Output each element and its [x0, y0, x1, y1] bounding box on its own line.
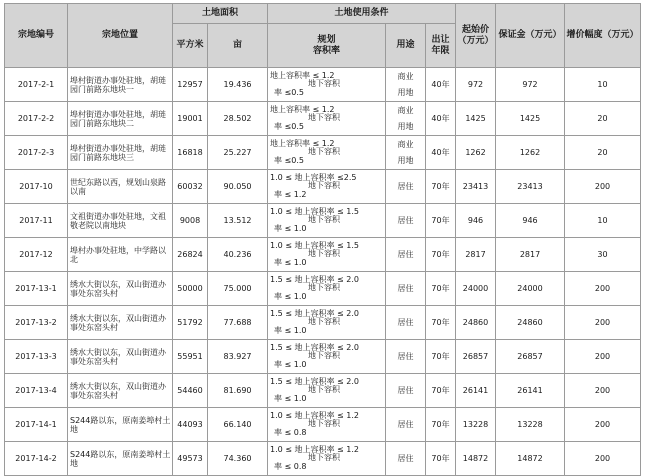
cell-area-mu: 19.436 — [208, 68, 268, 102]
cell-increment: 200 — [565, 306, 641, 340]
header-term — [426, 24, 456, 68]
table-row — [5, 238, 641, 272]
cell-deposit: 972 — [496, 68, 565, 102]
far-line-1: 地上容积率 ≤ 1.2 — [270, 138, 335, 148]
cell-increment: 200 — [565, 170, 641, 204]
cell-increment: 10 — [565, 204, 641, 238]
cell-deposit: 26141 — [496, 374, 565, 408]
cell-usage — [386, 204, 426, 238]
header-far-label: 容积率 — [312, 45, 340, 56]
header-planning — [268, 24, 386, 68]
cell-area-mu: 25.227 — [208, 136, 268, 170]
table-row — [5, 408, 641, 442]
cell-location: 绣水大街以东，双山街道办事处东窑头村 — [68, 340, 173, 374]
cell-far — [268, 102, 386, 136]
cell-parcel-no: 2017-2-2 — [5, 102, 68, 136]
cell-increment: 200 — [565, 340, 641, 374]
cell-start-price: 24000 — [456, 272, 496, 306]
far-line-3: 率 ≤0.5 — [274, 155, 304, 165]
far-line-2: 地下容积 — [308, 113, 340, 123]
cell-far — [268, 340, 386, 374]
far-line-3: 率 ≤ 0.8 — [274, 427, 307, 437]
cell-start-price: 1262 — [456, 136, 496, 170]
cell-far — [268, 204, 386, 238]
cell-location: S244路以东，原南姜埠村土地 — [68, 408, 173, 442]
far-line-2: 地下容积 — [308, 283, 340, 293]
far-line-2: 地下容积 — [308, 317, 340, 327]
cell-increment: 200 — [565, 442, 641, 476]
cell-area-sqm: 16818 — [173, 136, 208, 170]
cell-increment: 200 — [565, 408, 641, 442]
far-line-2: 地下容积 — [308, 79, 340, 89]
cell-usage — [386, 170, 426, 204]
cell-parcel-no: 2017-2-3 — [5, 136, 68, 170]
cell-location: 埠村街道办事处驻地，胡琏园门前路东地块一 — [68, 68, 173, 102]
cell-location: 埠村街道办事处驻地，胡琏园门前路东地块二 — [68, 102, 173, 136]
far-line-2: 地下容积 — [308, 147, 340, 157]
cell-usage — [386, 374, 426, 408]
far-line-1: 1.5 ≤ 地上容积率 ≤ 2.0 — [270, 376, 360, 386]
cell-area-mu: 28.502 — [208, 102, 268, 136]
usage-line: 居住 — [397, 453, 414, 463]
far-line-2: 地下容积 — [308, 419, 340, 429]
cell-usage — [386, 340, 426, 374]
cell-area-mu: 40.236 — [208, 238, 268, 272]
cell-deposit: 1262 — [496, 136, 565, 170]
usage-line: 商业 — [397, 105, 414, 115]
header-usage: 用途 — [386, 24, 426, 68]
far-line-2: 地下容积 — [308, 181, 340, 191]
table-body — [5, 68, 641, 476]
cell-deposit: 26857 — [496, 340, 565, 374]
cell-usage — [386, 272, 426, 306]
far-line-3: 率 ≤0.5 — [274, 121, 304, 131]
cell-parcel-no: 2017-10 — [5, 170, 68, 204]
cell-deposit: 23413 — [496, 170, 565, 204]
cell-location: 绣水大街以东，双山街道办事处东窑头村 — [68, 306, 173, 340]
header-land-area: 土地面积 — [173, 4, 268, 24]
header-location: 宗地位置 — [68, 4, 173, 68]
cell-area-mu: 81.690 — [208, 374, 268, 408]
header-planning-label: 规划 — [317, 34, 336, 45]
table-row — [5, 374, 641, 408]
cell-area-sqm: 44093 — [173, 408, 208, 442]
usage-line: 居住 — [397, 181, 414, 191]
far-line-3: 率 ≤ 1.0 — [274, 291, 307, 301]
far-line-3: 率 ≤ 1.0 — [274, 325, 307, 335]
cell-parcel-no: 2017-13-1 — [5, 272, 68, 306]
land-parcel-table — [4, 3, 641, 476]
cell-area-sqm: 55951 — [173, 340, 208, 374]
cell-deposit: 946 — [496, 204, 565, 238]
cell-deposit: 24860 — [496, 306, 565, 340]
cell-start-price: 14872 — [456, 442, 496, 476]
cell-location: S244路以东，原南姜埠村土地 — [68, 442, 173, 476]
table-row — [5, 340, 641, 374]
cell-far — [268, 374, 386, 408]
cell-usage — [386, 102, 426, 136]
far-line-3: 率 ≤ 1.2 — [274, 189, 307, 199]
cell-term: 70年 — [426, 442, 456, 476]
cell-increment: 20 — [565, 102, 641, 136]
cell-start-price: 946 — [456, 204, 496, 238]
cell-term: 70年 — [426, 272, 456, 306]
table-row — [5, 442, 641, 476]
cell-parcel-no: 2017-14-2 — [5, 442, 68, 476]
header-use-conditions: 土地使用条件 — [268, 4, 456, 24]
table-row — [5, 68, 641, 102]
header-deposit: 保证金（万元） — [496, 4, 565, 68]
cell-location: 绣水大街以东，双山街道办事处东窑头村 — [68, 272, 173, 306]
cell-term: 70年 — [426, 374, 456, 408]
usage-line: 居住 — [397, 283, 414, 293]
cell-term: 70年 — [426, 408, 456, 442]
far-line-3: 率 ≤ 1.0 — [274, 223, 307, 233]
cell-term: 70年 — [426, 340, 456, 374]
cell-start-price: 26857 — [456, 340, 496, 374]
far-line-1: 1.5 ≤ 地上容积率 ≤ 2.0 — [270, 342, 360, 352]
cell-area-mu: 74.360 — [208, 442, 268, 476]
far-line-1: 地上容积率 ≤ 1.2 — [270, 70, 335, 80]
cell-parcel-no: 2017-13-4 — [5, 374, 68, 408]
cell-usage — [386, 238, 426, 272]
far-line-1: 1.5 ≤ 地上容积率 ≤ 2.0 — [270, 274, 360, 284]
cell-usage — [386, 136, 426, 170]
cell-location: 文祖街道办事处驻地，文祖敬老院以南地块 — [68, 204, 173, 238]
cell-area-sqm: 50000 — [173, 272, 208, 306]
cell-location: 埠村办事处驻地，中学路以北 — [68, 238, 173, 272]
cell-area-mu: 66.140 — [208, 408, 268, 442]
cell-area-mu: 13.512 — [208, 204, 268, 238]
cell-far — [268, 68, 386, 102]
cell-increment: 200 — [565, 272, 641, 306]
cell-start-price: 24860 — [456, 306, 496, 340]
cell-far — [268, 272, 386, 306]
far-line-3: 率 ≤ 1.0 — [274, 257, 307, 267]
usage-line: 居住 — [397, 249, 414, 259]
far-line-3: 率 ≤0.5 — [274, 87, 304, 97]
cell-start-price: 23413 — [456, 170, 496, 204]
cell-term: 70年 — [426, 204, 456, 238]
cell-start-price: 13228 — [456, 408, 496, 442]
table-row — [5, 102, 641, 136]
far-line-3: 率 ≤ 1.0 — [274, 393, 307, 403]
far-line-2: 地下容积 — [308, 249, 340, 259]
far-line-1: 地上容积率 ≤ 1.2 — [270, 104, 335, 114]
far-line-1: 1.0 ≤ 地上容积率 ≤ 1.5 — [270, 240, 360, 250]
cell-parcel-no: 2017-2-1 — [5, 68, 68, 102]
cell-parcel-no: 2017-11 — [5, 204, 68, 238]
far-line-1: 1.0 ≤ 地上容积率 ≤ 1.2 — [270, 410, 360, 420]
table-row — [5, 272, 641, 306]
far-line-1: 1.0 ≤ 地上容积率 ≤ 1.5 — [270, 206, 360, 216]
usage-line: 居住 — [397, 351, 414, 361]
cell-deposit: 14872 — [496, 442, 565, 476]
cell-increment: 200 — [565, 374, 641, 408]
far-line-3: 率 ≤ 1.0 — [274, 359, 307, 369]
cell-parcel-no: 2017-13-3 — [5, 340, 68, 374]
cell-usage — [386, 306, 426, 340]
cell-location: 绣水大街以东，双山街道办事处东窑头村 — [68, 374, 173, 408]
cell-location: 埠村街道办事处驻地，胡琏园门前路东地块三 — [68, 136, 173, 170]
cell-increment: 20 — [565, 136, 641, 170]
cell-usage — [386, 408, 426, 442]
cell-area-mu: 83.927 — [208, 340, 268, 374]
cell-far — [268, 306, 386, 340]
cell-area-mu: 75.000 — [208, 272, 268, 306]
cell-far — [268, 238, 386, 272]
cell-term: 40年 — [426, 136, 456, 170]
cell-area-sqm: 19001 — [173, 102, 208, 136]
cell-parcel-no: 2017-14-1 — [5, 408, 68, 442]
cell-far — [268, 442, 386, 476]
cell-area-sqm: 60032 — [173, 170, 208, 204]
table-row — [5, 306, 641, 340]
cell-deposit: 2817 — [496, 238, 565, 272]
table-row — [5, 136, 641, 170]
cell-area-mu: 77.688 — [208, 306, 268, 340]
cell-far — [268, 170, 386, 204]
usage-line: 用地 — [397, 155, 414, 165]
far-line-2: 地下容积 — [308, 453, 340, 463]
cell-deposit: 24000 — [496, 272, 565, 306]
far-line-3: 率 ≤ 0.8 — [274, 461, 307, 471]
far-line-1: 1.0 ≤ 地上容积率 ≤ 1.2 — [270, 444, 360, 454]
cell-area-sqm: 9008 — [173, 204, 208, 238]
usage-line: 居住 — [397, 385, 414, 395]
far-line-2: 地下容积 — [308, 215, 340, 225]
cell-usage — [386, 68, 426, 102]
cell-deposit: 13228 — [496, 408, 565, 442]
cell-increment: 10 — [565, 68, 641, 102]
usage-line: 居住 — [397, 215, 414, 225]
usage-line: 居住 — [397, 419, 414, 429]
usage-line: 用地 — [397, 87, 414, 97]
cell-start-price: 2817 — [456, 238, 496, 272]
cell-location: 世纪东路以西，规划山泉路以南 — [68, 170, 173, 204]
header-term-label-2: 年限 — [431, 45, 450, 56]
cell-area-sqm: 49573 — [173, 442, 208, 476]
header-start-price: 起始价（万元） — [456, 4, 496, 68]
cell-area-sqm: 54460 — [173, 374, 208, 408]
cell-far — [268, 136, 386, 170]
usage-line: 用地 — [397, 121, 414, 131]
usage-line: 商业 — [397, 139, 414, 149]
usage-line: 商业 — [397, 71, 414, 81]
cell-deposit: 1425 — [496, 102, 565, 136]
cell-parcel-no: 2017-12 — [5, 238, 68, 272]
cell-term: 70年 — [426, 238, 456, 272]
cell-area-sqm: 51792 — [173, 306, 208, 340]
far-line-2: 地下容积 — [308, 385, 340, 395]
cell-start-price: 1425 — [456, 102, 496, 136]
cell-area-sqm: 26824 — [173, 238, 208, 272]
cell-usage — [386, 442, 426, 476]
usage-line: 居住 — [397, 317, 414, 327]
table-header — [5, 4, 641, 68]
cell-parcel-no: 2017-13-2 — [5, 306, 68, 340]
far-line-1: 1.5 ≤ 地上容积率 ≤ 2.0 — [270, 308, 360, 318]
cell-area-mu: 90.050 — [208, 170, 268, 204]
far-line-2: 地下容积 — [308, 351, 340, 361]
header-parcel-no: 宗地编号 — [5, 4, 68, 68]
header-mu: 亩 — [208, 24, 268, 68]
table-row — [5, 204, 641, 238]
cell-increment: 30 — [565, 238, 641, 272]
cell-term: 40年 — [426, 102, 456, 136]
far-line-1: 1.0 ≤ 地上容积率 ≤2.5 — [270, 172, 357, 182]
header-increment: 增价幅度（万元） — [565, 4, 641, 68]
cell-area-sqm: 12957 — [173, 68, 208, 102]
cell-term: 70年 — [426, 306, 456, 340]
cell-term: 40年 — [426, 68, 456, 102]
cell-start-price: 26141 — [456, 374, 496, 408]
table-row — [5, 170, 641, 204]
header-term-label-1: 出让 — [431, 34, 450, 45]
cell-term: 70年 — [426, 170, 456, 204]
cell-start-price: 972 — [456, 68, 496, 102]
cell-far — [268, 408, 386, 442]
header-sqm: 平方米 — [173, 24, 208, 68]
